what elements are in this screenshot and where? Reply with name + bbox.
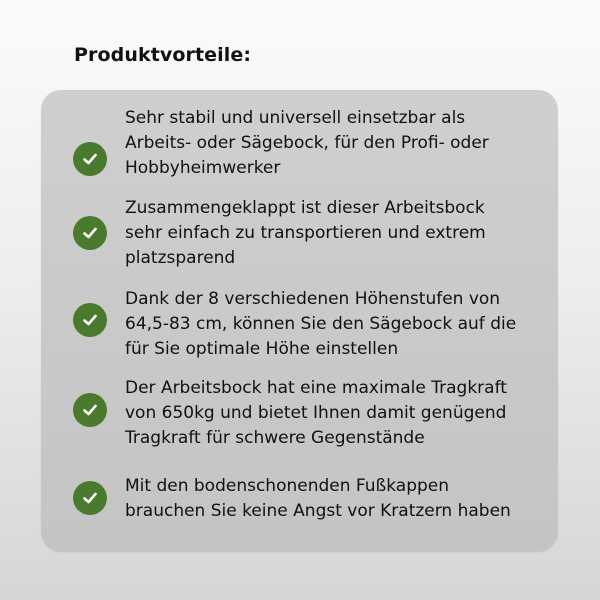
check-icon	[73, 393, 107, 427]
benefit-text: Dank der 8 verschiedenen Höhenstufen von 64,5-83 cm, können Sie den Sägebock auf die für Sie optimale Höhe einstellen	[125, 289, 517, 359]
benefit-text: Mit den bodenschonenden Fußkappen brauchen Sie keine Angst vor Kratzern haben	[125, 476, 511, 521]
check-icon	[73, 142, 107, 176]
check-icon	[73, 303, 107, 337]
page-title: Produktvorteile:	[74, 44, 252, 66]
benefit-text: Sehr stabil und universell einsetzbar als Arbeits- oder Sägebock, für den Profi- oder Hobbyheimwerker	[125, 108, 489, 178]
benefits-panel	[41, 90, 558, 552]
benefit-text: Der Arbeitsbock hat eine maximale Tragkraft von 650kg und bietet Ihnen damit genügend Tragkraft für schwere Gegenstände	[125, 378, 507, 448]
check-icon	[73, 481, 107, 515]
check-icon	[73, 216, 107, 250]
benefit-text: Zusammengeklappt ist dieser Arbeitsbock sehr einfach zu transportieren und extrem platzsparend	[125, 198, 486, 268]
